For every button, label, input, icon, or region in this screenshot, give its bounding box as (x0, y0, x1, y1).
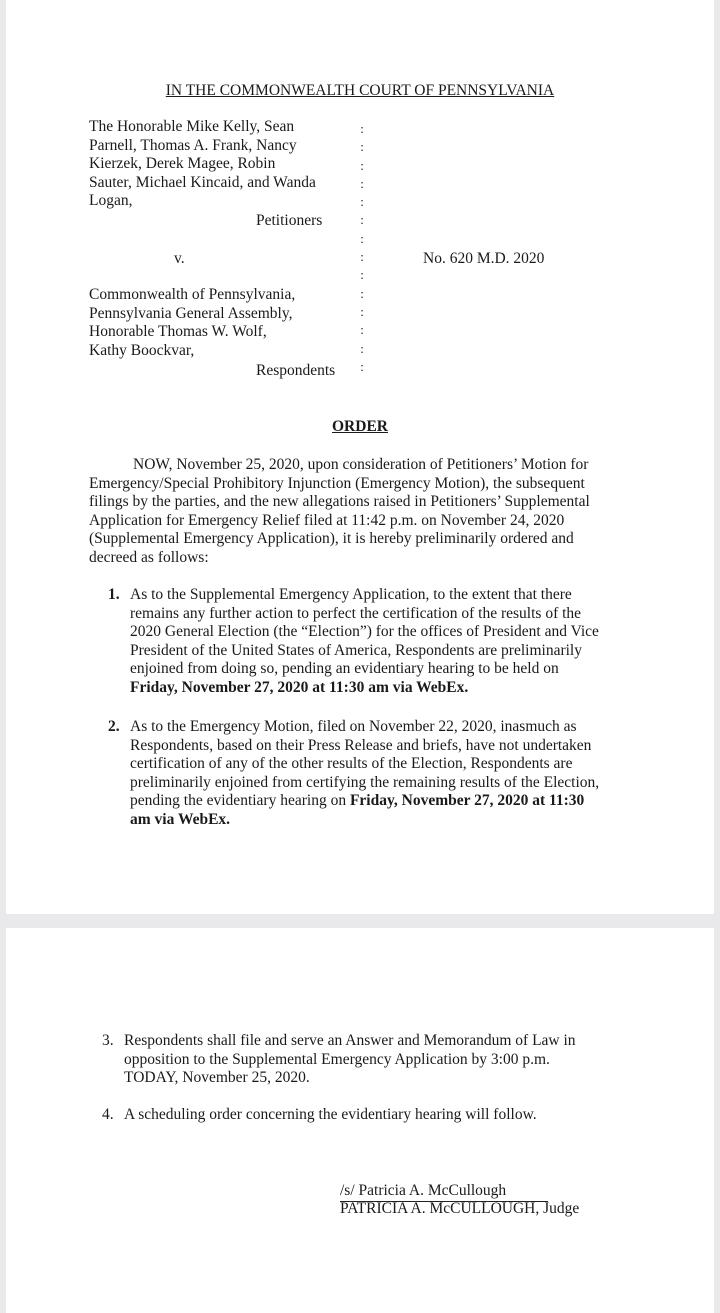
order-heading: ORDER (332, 418, 388, 435)
paragraph-line: (Supplemental Emergency Application), it is hereby preliminarily ordered and (89, 530, 574, 547)
judge-name: PATRICIA A. McCULLOUGH, Judge (340, 1200, 580, 1217)
item-line: President of the United States of America, Respondents are preliminarily (130, 641, 582, 659)
petitioners-block (89, 118, 339, 211)
respondents-line: Pennsylvania General Assembly, (89, 304, 293, 322)
colon: : (360, 322, 364, 338)
respondents-role: Respondents (256, 362, 336, 379)
colon: : (360, 267, 364, 283)
colon: : (360, 358, 364, 374)
item-line: As to the Supplemental Emergency Application, to the extent that there (130, 586, 572, 603)
colon: : (360, 175, 364, 191)
petitioners-role: Petitioners (256, 212, 323, 229)
item-line-mixed (130, 792, 650, 811)
item-number: 2. (108, 718, 120, 735)
petitioners-line: Kierzek, Derek Magee, Robin (89, 155, 276, 172)
hearing-date-continued: am via WebEx. (130, 810, 231, 828)
respondents-line: Kathy Boockvar, (89, 341, 195, 359)
respondents-line: Commonwealth of Pennsylvania, (89, 286, 296, 303)
item-number: 4. (102, 1106, 114, 1123)
item-line: Respondents shall file and serve an Answer and Memorandum of Law in (124, 1032, 576, 1049)
petitioners-line: Logan, (89, 192, 133, 209)
colon: : (360, 194, 364, 210)
colon: : (360, 230, 364, 246)
respondents-line: Honorable Thomas W. Wolf, (89, 323, 267, 340)
court-title: IN THE COMMONWEALTH COURT OF PENNSYLVANIA (165, 82, 555, 99)
colon: : (360, 157, 364, 173)
colon: : (360, 340, 364, 356)
item-line: 2020 General Election (the “Election”) for the offices of President and Vice (130, 623, 599, 640)
item-line: opposition to the Supplemental Emergency Application by 3:00 p.m. (124, 1050, 550, 1068)
colon: : (360, 212, 364, 228)
colon: : (360, 139, 364, 155)
paragraph-line: decreed as follows: (89, 548, 209, 566)
document-page-1 (6, 0, 714, 914)
item-line: As to the Emergency Motion, filed on November 22, 2020, inasmuch as (130, 718, 577, 735)
docket-number: No. 620 M.D. 2020 (423, 250, 545, 267)
item-line-bold (130, 811, 650, 830)
item-line: Respondents, based on their Press Release and briefs, have not undertaken (130, 736, 592, 754)
colon: : (360, 249, 364, 265)
item-number: 3. (102, 1032, 114, 1049)
paragraph-line: NOW, November 25, 2020, upon consideration of Petitioners’ Motion for (133, 456, 589, 473)
petitioners-line: Parnell, Thomas A. Frank, Nancy (89, 136, 297, 154)
item-line-bold (130, 679, 650, 698)
hearing-date: Friday, November 27, 2020 at 11:30 am via WebEx. (130, 678, 469, 696)
petitioners-line: The Honorable Mike Kelly, Sean (89, 118, 295, 135)
signature-line (340, 1182, 548, 1202)
item-line: A scheduling order concerning the evidentiary hearing will follow. (124, 1106, 537, 1123)
item-line: remains any further action to perfect the certification of the results of the (130, 604, 582, 622)
order-intro-paragraph (89, 456, 649, 567)
paragraph-line: Application for Emergency Relief filed at 11:42 p.m. on November 24, 2020 (89, 511, 565, 529)
signature: /s/ Patricia A. McCullough (340, 1182, 507, 1199)
colon: : (360, 121, 364, 136)
versus-label: v. (174, 250, 185, 267)
item-line-plain: pending the evidentiary hearing on (130, 792, 350, 809)
petitioners-line: Sauter, Michael Kincaid, and Wanda (89, 173, 316, 191)
item-number: 1. (108, 586, 120, 603)
item-line: TODAY, November 25, 2020. (124, 1069, 310, 1086)
respondents-block (89, 286, 339, 360)
colon: : (360, 285, 364, 301)
paragraph-line: filings by the parties, and the new allegations raised in Petitioners’ Supplemental (89, 493, 590, 510)
item-line: certification of any of the other results of the Election, Respondents are (130, 755, 573, 772)
caption-colon-column (356, 121, 368, 377)
paragraph-line: Emergency/Special Prohibitory Injunction (Emergency Motion), the subsequent (89, 474, 585, 492)
colon: : (360, 303, 364, 319)
item-line: enjoined from doing so, pending an evidentiary hearing to be held on (130, 660, 559, 677)
hearing-date: Friday, November 27, 2020 at 11:30 (349, 792, 585, 809)
item-line: preliminarily enjoined from certifying the remaining results of the Election, (130, 773, 600, 791)
